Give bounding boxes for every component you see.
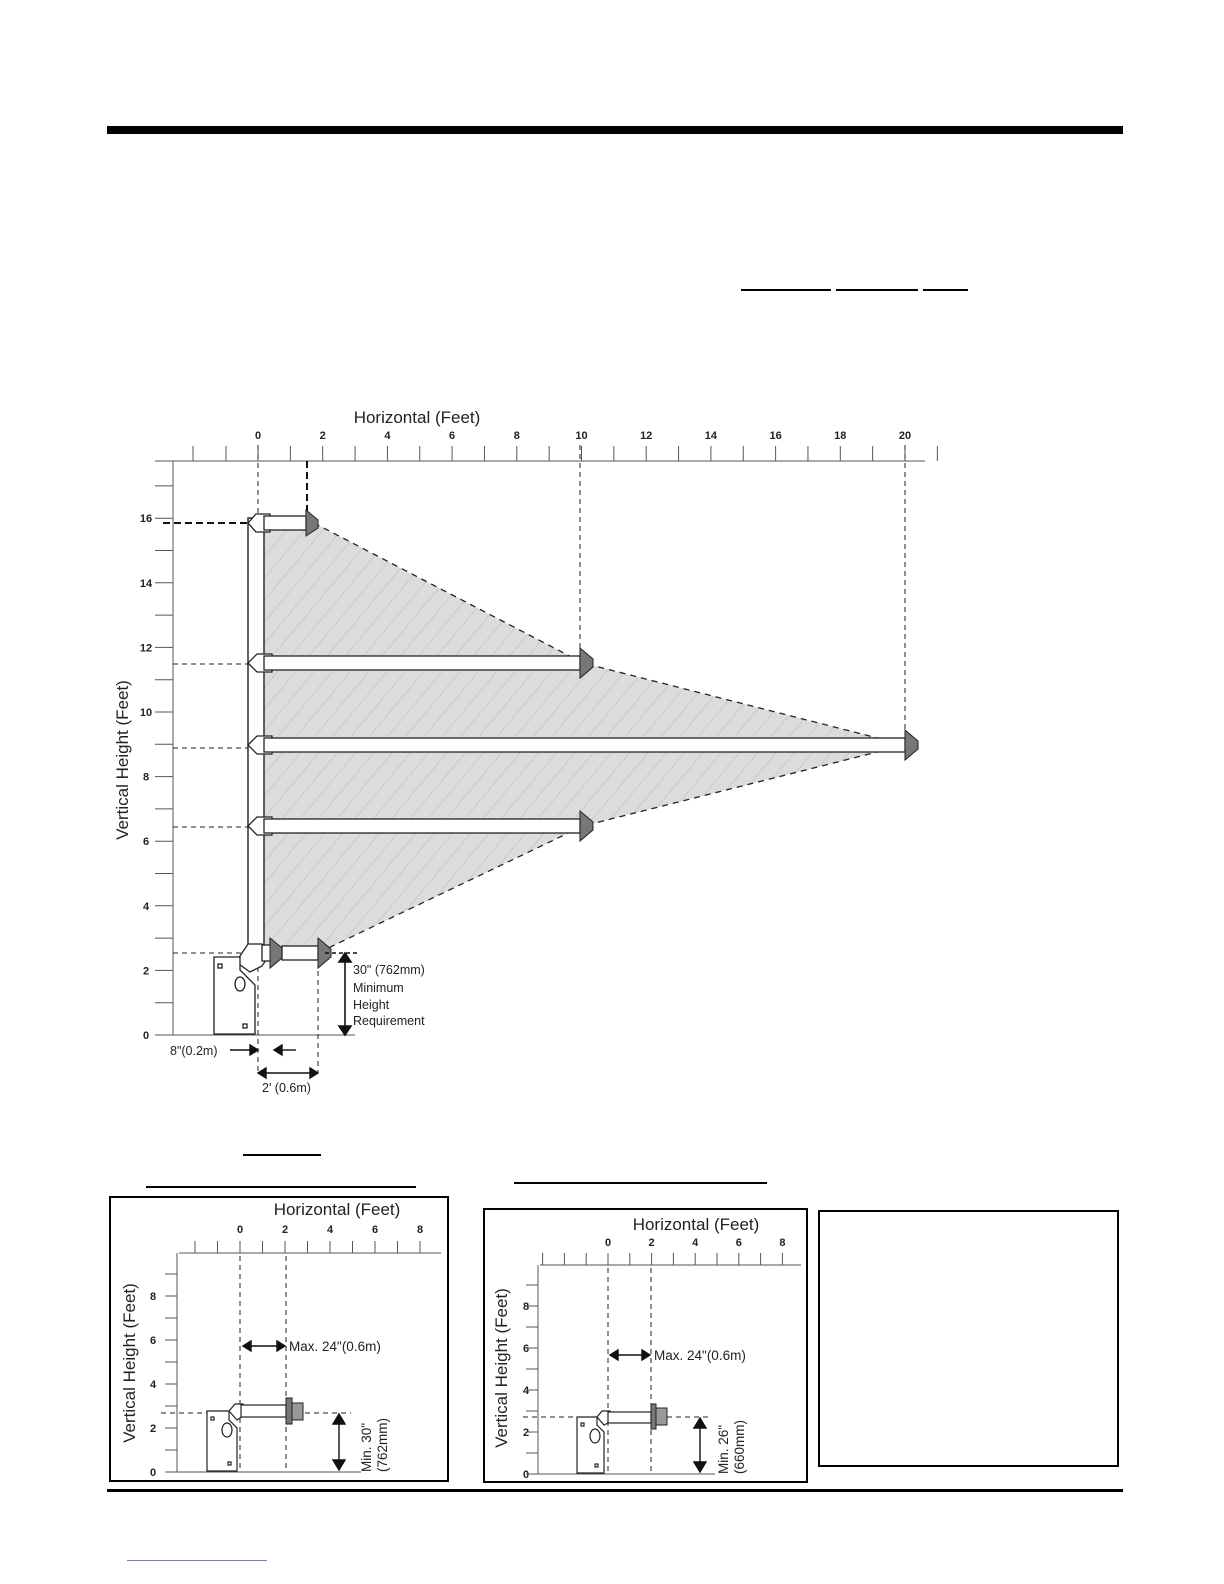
panel-b-min-dimension (694, 1418, 706, 1472)
panel-a-appliance (207, 1404, 286, 1471)
x-axis-title: Horizontal (Feet) (353, 408, 481, 427)
min-height-note-line-1: 30" (762mm) (353, 963, 425, 977)
panel-b-guides (523, 1268, 710, 1474)
offset-dimension (230, 1045, 296, 1055)
panel-a-cap (286, 1398, 292, 1424)
x-tick-label: 8 (513, 430, 520, 442)
panel_b-y-tick-label: 4 (522, 1385, 530, 1397)
panel-b-diagram (485, 1210, 806, 1481)
panel-a-min-label-1: Min. 30" (359, 1422, 374, 1472)
y-tick-label: 12 (139, 642, 153, 655)
top-limit-lines (163, 461, 307, 523)
panel-b-x-ticks (543, 1237, 786, 1265)
footer-rule (107, 1489, 1123, 1492)
panel-b-max-dimension (610, 1350, 650, 1360)
x-tick-label: 14 (704, 430, 718, 442)
panel_a-x-tick-label: 2 (281, 1224, 289, 1236)
panel-a-min-dimension (333, 1414, 345, 1470)
panel-b-y-axis-title: Vertical Height (Feet) (492, 1288, 511, 1448)
panel-a-cap-body (292, 1403, 303, 1420)
panel-b-min-label-2: (660mm) (732, 1419, 747, 1474)
panel-b (483, 1208, 808, 1483)
panel_b-x-tick-label: 6 (735, 1237, 742, 1249)
panel-a-y-axis-title: Vertical Height (Feet) (120, 1283, 139, 1443)
panel-b-x-axis-title: Horizontal (Feet) (632, 1215, 760, 1234)
min-height-note-line-2: Minimum (353, 981, 404, 995)
panel-b-cap-body (656, 1408, 667, 1425)
x-tick-label: 16 (769, 430, 782, 442)
note-box (818, 1210, 1119, 1467)
panel-a (109, 1196, 449, 1482)
min-height-note (353, 963, 425, 1028)
x-tick-label: 2 (319, 430, 326, 442)
panel_b-y-tick-label: 6 (522, 1343, 530, 1355)
allowable-region (262, 523, 905, 951)
y-tick-label: 14 (139, 577, 153, 590)
panel-b-y-ticks (523, 1285, 538, 1481)
y-tick-label: 6 (142, 836, 150, 849)
panel-a-guides (161, 1256, 351, 1472)
panel_b-x-tick-label: 2 (648, 1237, 655, 1249)
min-height-note-line-4: Requirement (353, 1014, 425, 1028)
footer-link-underline[interactable] (127, 1560, 267, 1561)
x-tick-label: 10 (575, 430, 588, 442)
panel_a-x-tick-label: 4 (326, 1224, 334, 1236)
panel_b-x-tick-label: 8 (779, 1237, 786, 1249)
panel_a-y-tick-label: 0 (149, 1467, 157, 1479)
y-tick-label: 8 (142, 771, 150, 784)
y-axis-title: Vertical Height (Feet) (113, 680, 132, 840)
panel-b-max-label: Max. 24"(0.6m) (654, 1348, 746, 1363)
y-tick-label: 0 (142, 1030, 150, 1042)
y-tick-label: 2 (142, 965, 150, 978)
panel-a-y-ticks (150, 1274, 177, 1479)
panel_a-x-tick-label: 0 (236, 1224, 244, 1236)
panel_a-y-tick-label: 2 (149, 1423, 157, 1435)
panel_a-y-tick-label: 4 (149, 1379, 157, 1391)
y-tick-marks (140, 486, 173, 1042)
panel-b-cap (651, 1404, 656, 1429)
x-tick-label: 20 (898, 430, 912, 442)
x-tick-label: 12 (640, 430, 653, 442)
panel-a-max-dimension (243, 1341, 285, 1351)
y-tick-label: 10 (139, 707, 153, 719)
panel-a-max-label: Max. 24"(0.6m) (289, 1339, 381, 1354)
panel_b-y-tick-label: 0 (522, 1469, 530, 1481)
panel_a-x-tick-label: 8 (416, 1224, 424, 1236)
panel-b-min-label-1: Min. 26" (716, 1424, 731, 1474)
panel-a-diagram (111, 1198, 447, 1480)
panel-a-min-label-2: (762mm) (375, 1417, 390, 1472)
panel-a-title-underline (146, 1186, 416, 1188)
panel_b-x-tick-label: 0 (604, 1237, 612, 1249)
x-tick-marks (193, 430, 937, 461)
panel_b-x-tick-label: 4 (692, 1237, 699, 1249)
min-height-note-line-3: Height (353, 998, 390, 1012)
panel_a-y-tick-label: 6 (149, 1335, 157, 1347)
panel-b-appliance (577, 1411, 651, 1473)
panel_b-y-tick-label: 8 (522, 1301, 530, 1313)
x-tick-label: 0 (254, 430, 262, 442)
panel-a-x-ticks (195, 1224, 423, 1253)
panel-a-heading-underline (243, 1154, 321, 1156)
y-tick-label: 4 (142, 900, 150, 913)
panel-b-title-underline (514, 1182, 767, 1184)
x-tick-label: 4 (384, 430, 391, 442)
run-dimension (258, 1068, 318, 1078)
run-label: 2' (0.6m) (262, 1081, 311, 1095)
panel_b-y-tick-label: 2 (522, 1427, 530, 1439)
x-tick-label: 18 (834, 430, 847, 442)
panel-a-x-axis-title: Horizontal (Feet) (273, 1200, 401, 1219)
offset-label: 8"(0.2m) (170, 1044, 218, 1058)
y-tick-label: 16 (139, 513, 153, 526)
panel_a-y-tick-label: 8 (149, 1291, 157, 1303)
panel_a-x-tick-label: 6 (371, 1224, 379, 1236)
x-tick-label: 6 (449, 430, 456, 442)
